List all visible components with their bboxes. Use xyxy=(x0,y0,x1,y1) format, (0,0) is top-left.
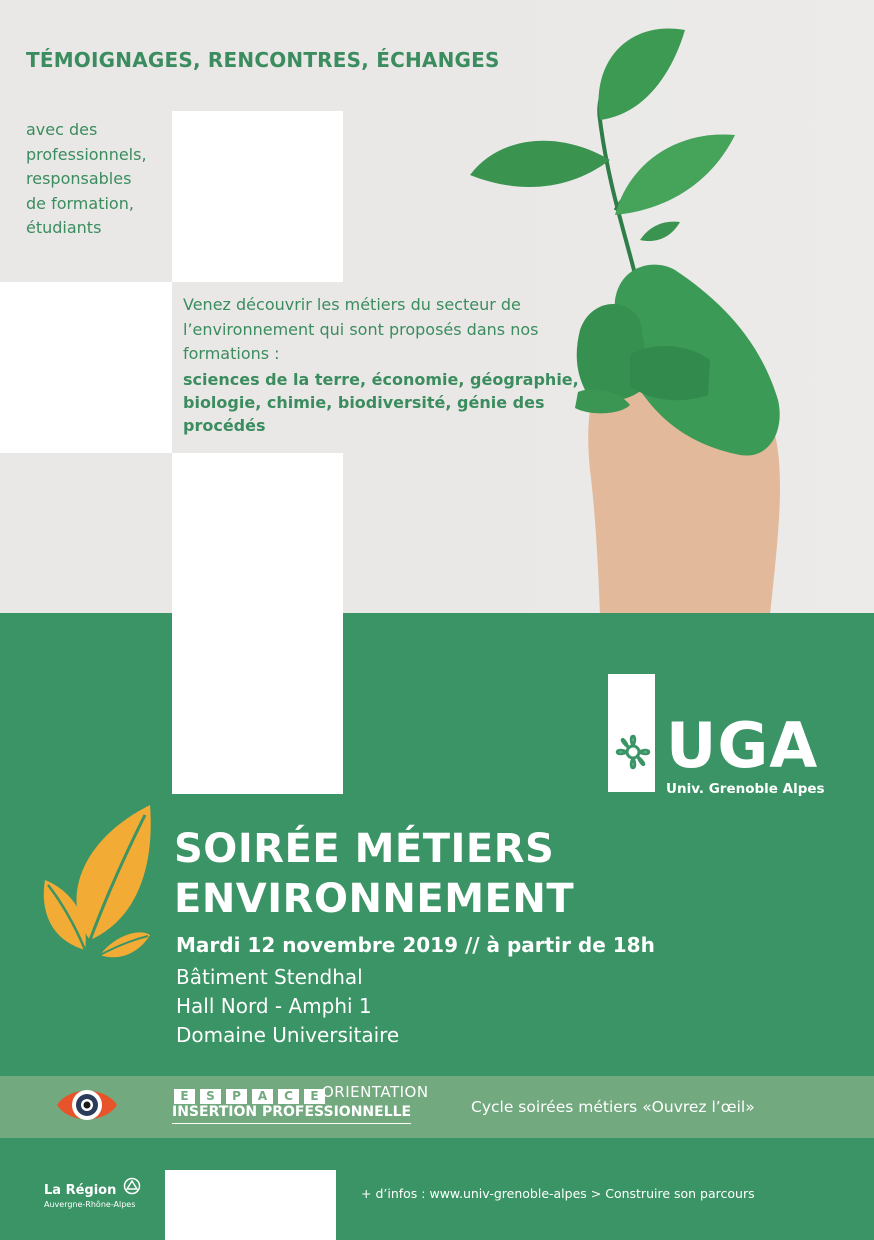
espace-letter: A xyxy=(252,1089,273,1104)
uga-acronym: UGA xyxy=(666,709,819,782)
event-title xyxy=(174,824,574,924)
espace-letter: S xyxy=(200,1089,221,1104)
decor-block xyxy=(172,111,343,282)
decor-block xyxy=(165,1170,336,1240)
intro-line: responsables xyxy=(26,169,132,188)
cycle-label: Cycle soirées métiers «Ouvrez l’œil» xyxy=(471,1098,755,1116)
intro-line: de formation, xyxy=(26,193,134,213)
yellow-leaves-icon xyxy=(40,800,155,965)
intro-line: avec des xyxy=(26,120,98,139)
intro-text xyxy=(26,118,176,241)
decor-block xyxy=(0,282,172,453)
flower-icon xyxy=(613,727,653,777)
region-name: La Région xyxy=(44,1183,117,1198)
espace-letter: E xyxy=(304,1089,325,1104)
espace-letter: C xyxy=(278,1089,299,1104)
event-address-line: Hall Nord - Amphi 1 xyxy=(176,994,372,1018)
insertion-label: INSERTION PROFESSIONNELLE xyxy=(172,1104,411,1124)
event-date: Mardi 12 novembre 2019 // à partir de 18h xyxy=(176,933,655,957)
headline: TÉMOIGNAGES, RENCONTRES, ÉCHANGES xyxy=(26,48,500,72)
event-address-line: Bâtiment Stendhal xyxy=(176,965,363,989)
intro-line: étudiants xyxy=(26,218,102,237)
discover-text: Venez découvrir les métiers du secteur de l’environnement qui sont proposés dans nos formations : xyxy=(183,295,539,363)
orientation-label: ORIENTATION xyxy=(322,1083,429,1101)
intro-line: professionnels, xyxy=(26,144,147,164)
event-address-line: Domaine Universitaire xyxy=(176,1023,400,1047)
espace-word xyxy=(174,1085,330,1104)
event-title-line2: ENVIRONNEMENT xyxy=(174,876,575,922)
fields-list: sciences de la terre, économie, géographie, biologie, chimie, biodiversité, génie des procédés xyxy=(183,370,579,435)
espace-letter: P xyxy=(226,1089,247,1104)
event-title-line1: SOIRÉE MÉTIERS xyxy=(174,826,555,872)
decor-block xyxy=(172,453,343,794)
more-info-text: + d’infos : www.univ-grenoble-alpes > Construire son parcours xyxy=(361,1186,755,1201)
region-subtitle: Auvergne-Rhône-Alpes xyxy=(44,1200,136,1209)
eye-icon xyxy=(55,1082,119,1128)
uga-name: Univ. Grenoble Alpes xyxy=(666,781,825,797)
region-logo-icon xyxy=(123,1177,141,1195)
espace-letter: E xyxy=(174,1089,195,1104)
